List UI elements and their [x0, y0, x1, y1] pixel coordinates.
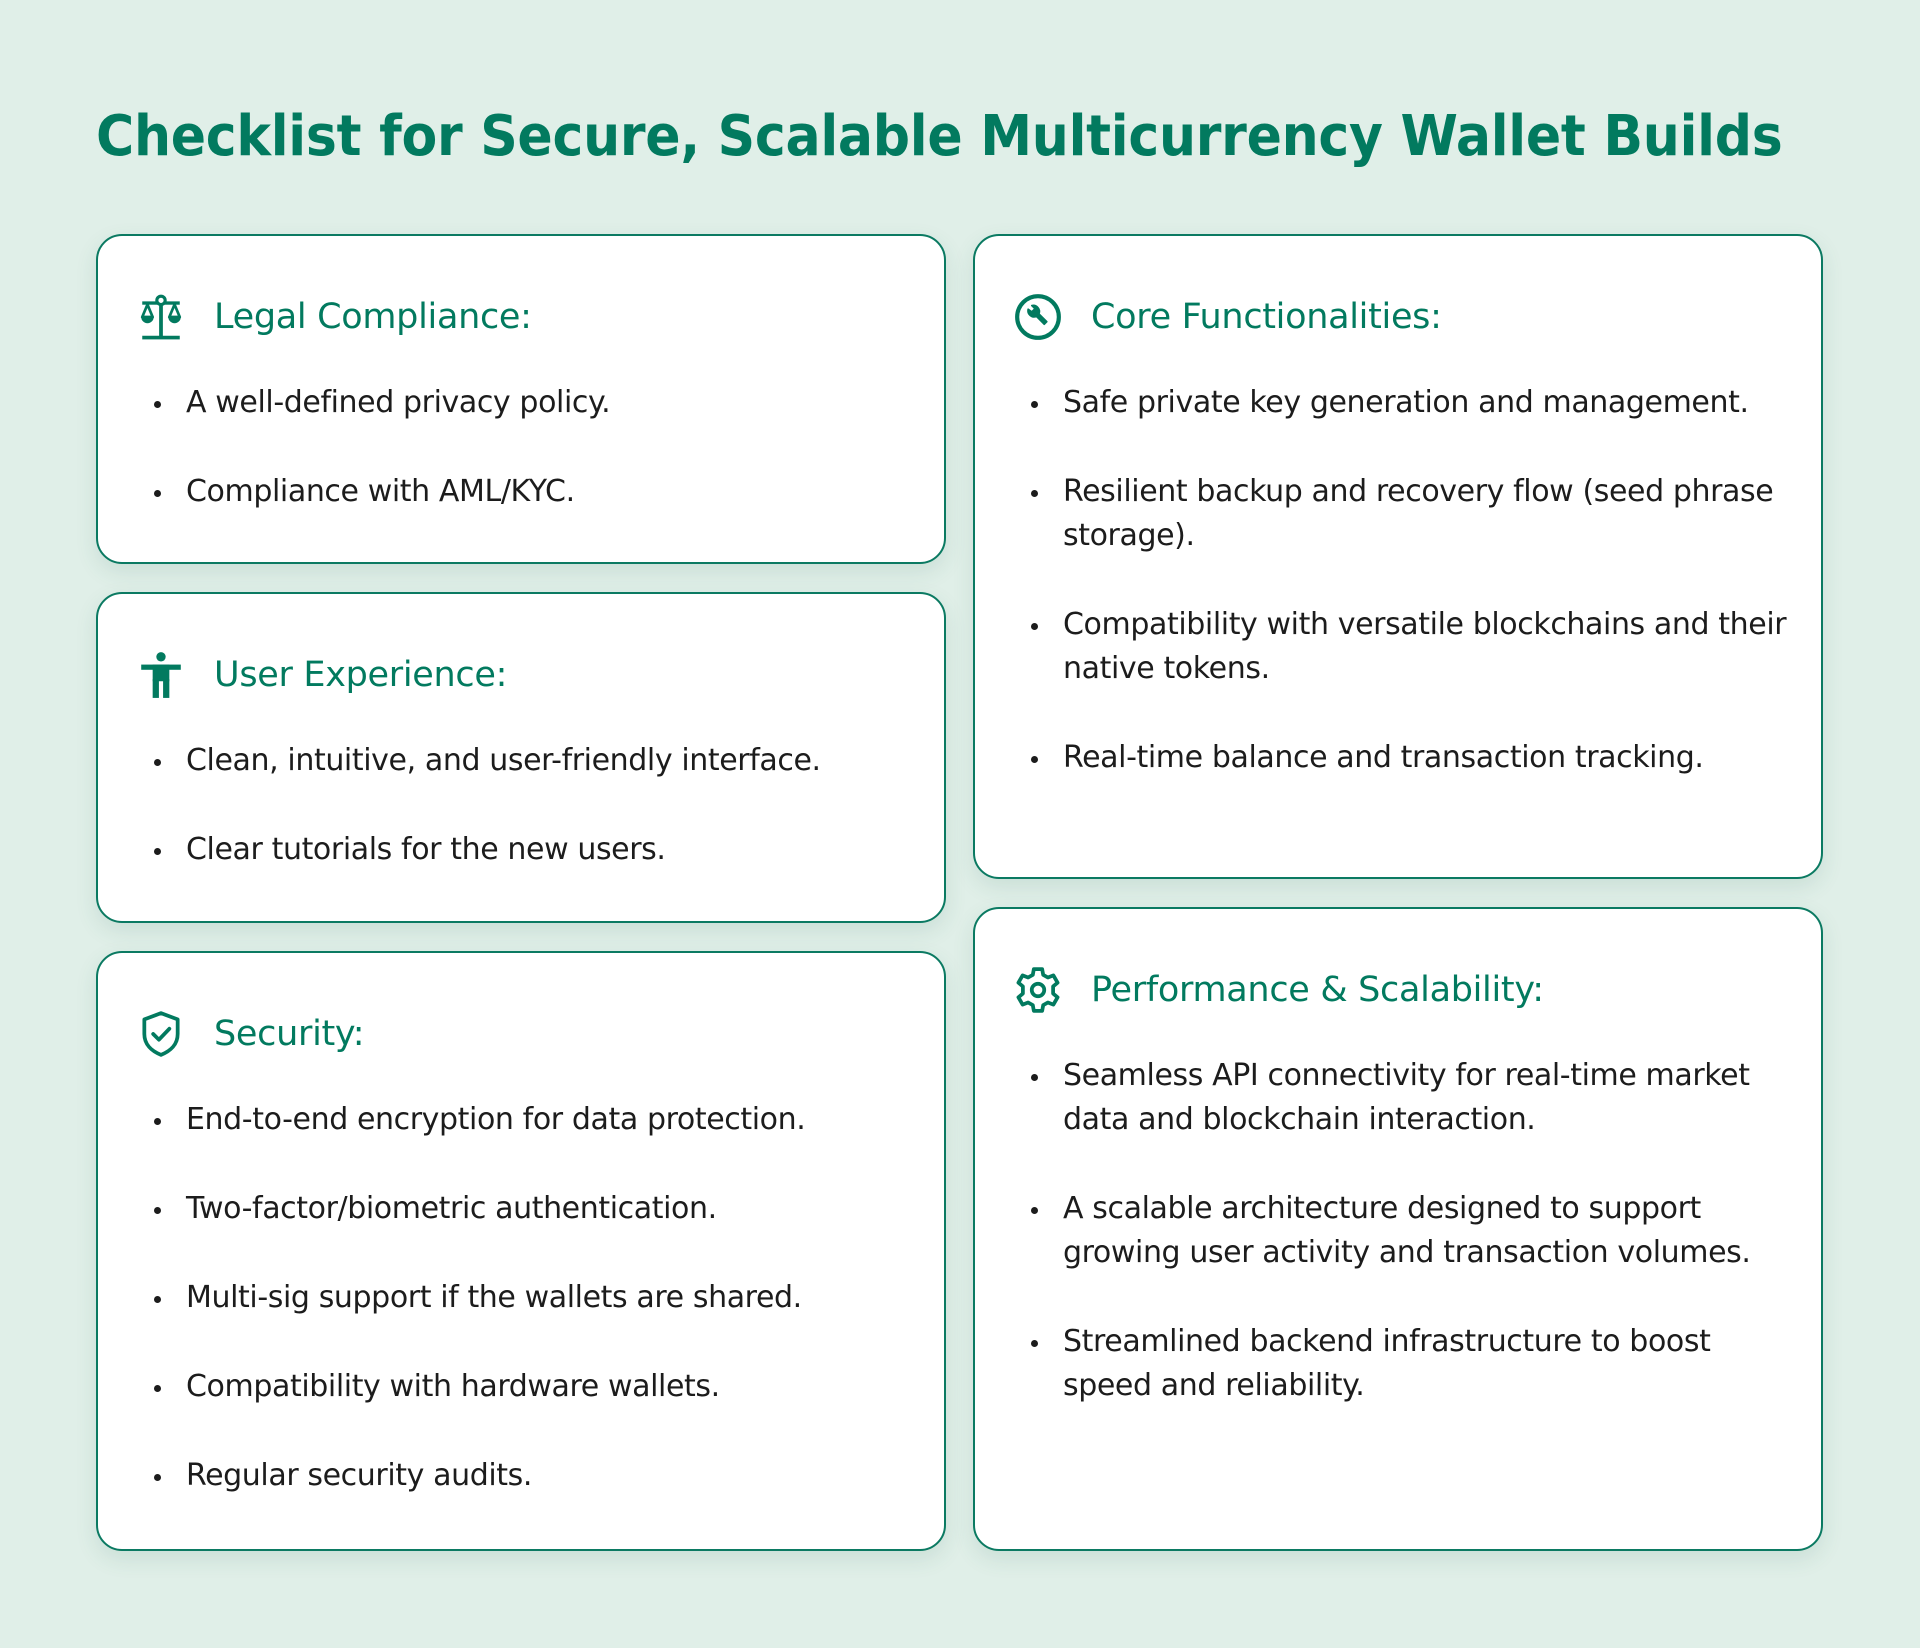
card-security	[96, 951, 946, 1551]
card-header	[136, 650, 507, 700]
wrench-circle-icon	[1013, 292, 1063, 342]
card-heading: Core Functionalities:	[1091, 297, 1442, 337]
card-header	[1013, 965, 1544, 1015]
list-item: Streamlined backend infrastructure to boost speed and reliability.	[1031, 1320, 1791, 1408]
list-item: Safe private key generation and management.	[1031, 381, 1791, 425]
card-heading: User Experience:	[214, 655, 508, 695]
card-header	[136, 1009, 364, 1059]
checklist	[1031, 381, 1791, 825]
gear-icon	[1013, 965, 1063, 1015]
checklist	[154, 1098, 914, 1543]
list-item: Two-factor/biometric authentication.	[154, 1187, 914, 1231]
list-item: Clean, intuitive, and user-friendly interface.	[154, 739, 914, 783]
checklist	[1031, 1054, 1791, 1453]
list-item: Compatibility with versatile blockchains and their native tokens.	[1031, 603, 1791, 691]
card-core-functionalities	[973, 234, 1823, 879]
checklist	[154, 381, 914, 559]
card-legal-compliance	[96, 234, 946, 564]
list-item: Compatibility with hardware wallets.	[154, 1365, 914, 1409]
list-item: Resilient backup and recovery flow (seed phrase storage).	[1031, 470, 1791, 558]
list-item: A scalable architecture designed to support growing user activity and transaction volumes.	[1031, 1187, 1791, 1275]
list-item: A well-defined privacy policy.	[154, 381, 914, 425]
list-item: Compliance with AML/KYC.	[154, 470, 914, 514]
list-item: Multi-sig support if the wallets are shared.	[154, 1276, 914, 1320]
list-item: Regular security audits.	[154, 1454, 914, 1498]
card-performance-scalability	[973, 907, 1823, 1551]
checklist	[154, 739, 914, 917]
shield-check-icon	[136, 1009, 186, 1059]
accessibility-person-icon	[136, 650, 186, 700]
scales-icon	[136, 292, 186, 342]
list-item: End-to-end encryption for data protection.	[154, 1098, 914, 1142]
card-header	[136, 292, 532, 342]
card-heading: Legal Compliance:	[214, 297, 532, 337]
card-heading: Security:	[214, 1014, 365, 1054]
list-item: Clear tutorials for the new users.	[154, 828, 914, 872]
list-item: Seamless API connectivity for real-time market data and blockchain interaction.	[1031, 1054, 1791, 1142]
list-item: Real-time balance and transaction tracking.	[1031, 736, 1791, 780]
card-heading: Performance & Scalability:	[1091, 970, 1544, 1010]
card-user-experience	[96, 592, 946, 923]
card-header	[1013, 292, 1442, 342]
page-title: Checklist for Secure, Scalable Multicurrency Wallet Builds	[96, 104, 1783, 169]
